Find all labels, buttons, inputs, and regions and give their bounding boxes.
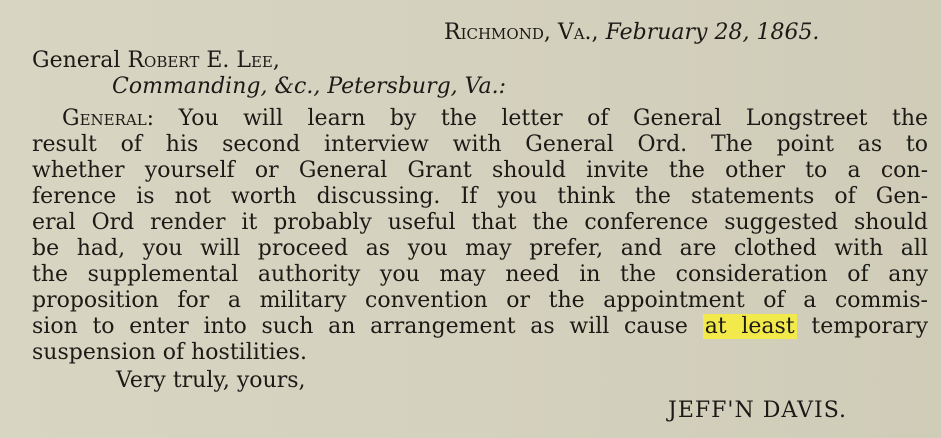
addressee <box>32 48 280 74</box>
body-line-8: proposition for a military convention or the appointment of a commis- <box>32 288 928 313</box>
dateline <box>444 20 819 46</box>
signature: JEFF'N DAVIS. <box>668 398 847 423</box>
highlight-line-before: sion to enter into such an arrangement as will cause <box>32 314 688 339</box>
body-line-9 <box>32 314 928 340</box>
addressee-prefix: General <box>32 48 121 73</box>
body-line-1-text: You will learn by the letter of General Longstreet the <box>178 106 929 131</box>
addressee-name: Robert E. Lee, <box>127 48 280 73</box>
salutation: General: <box>62 106 155 131</box>
body-line-1 <box>62 106 928 132</box>
body-line-6: be had, you will proceed as you may prefer, and are clothed with all <box>32 236 928 261</box>
dateline-date: February 28, 1865. <box>605 20 820 45</box>
body-line-3: whether yourself or General Grant should invite the other to a con- <box>32 158 928 183</box>
dateline-place: Richmond, Va., <box>444 20 599 45</box>
body-line-2: result of his second interview with General Ord. The point as to <box>32 132 928 157</box>
addressee-title-line: Commanding, &c., Petersburg, Va.: <box>112 74 507 99</box>
closing: Very truly, yours, <box>116 368 306 393</box>
highlighted-phrase: at least <box>704 314 795 339</box>
body-line-4: ference is not worth discussing. If you think the statements of Gen- <box>32 184 928 209</box>
highlight-line-after: temporary <box>811 314 929 339</box>
body-last-line: suspension of hostilities. <box>32 340 307 365</box>
body-line-7: the supplemental authority you may need in the consideration of any <box>32 262 928 287</box>
body-line-5: eral Ord render it probably useful that the conference suggested should <box>32 210 928 235</box>
